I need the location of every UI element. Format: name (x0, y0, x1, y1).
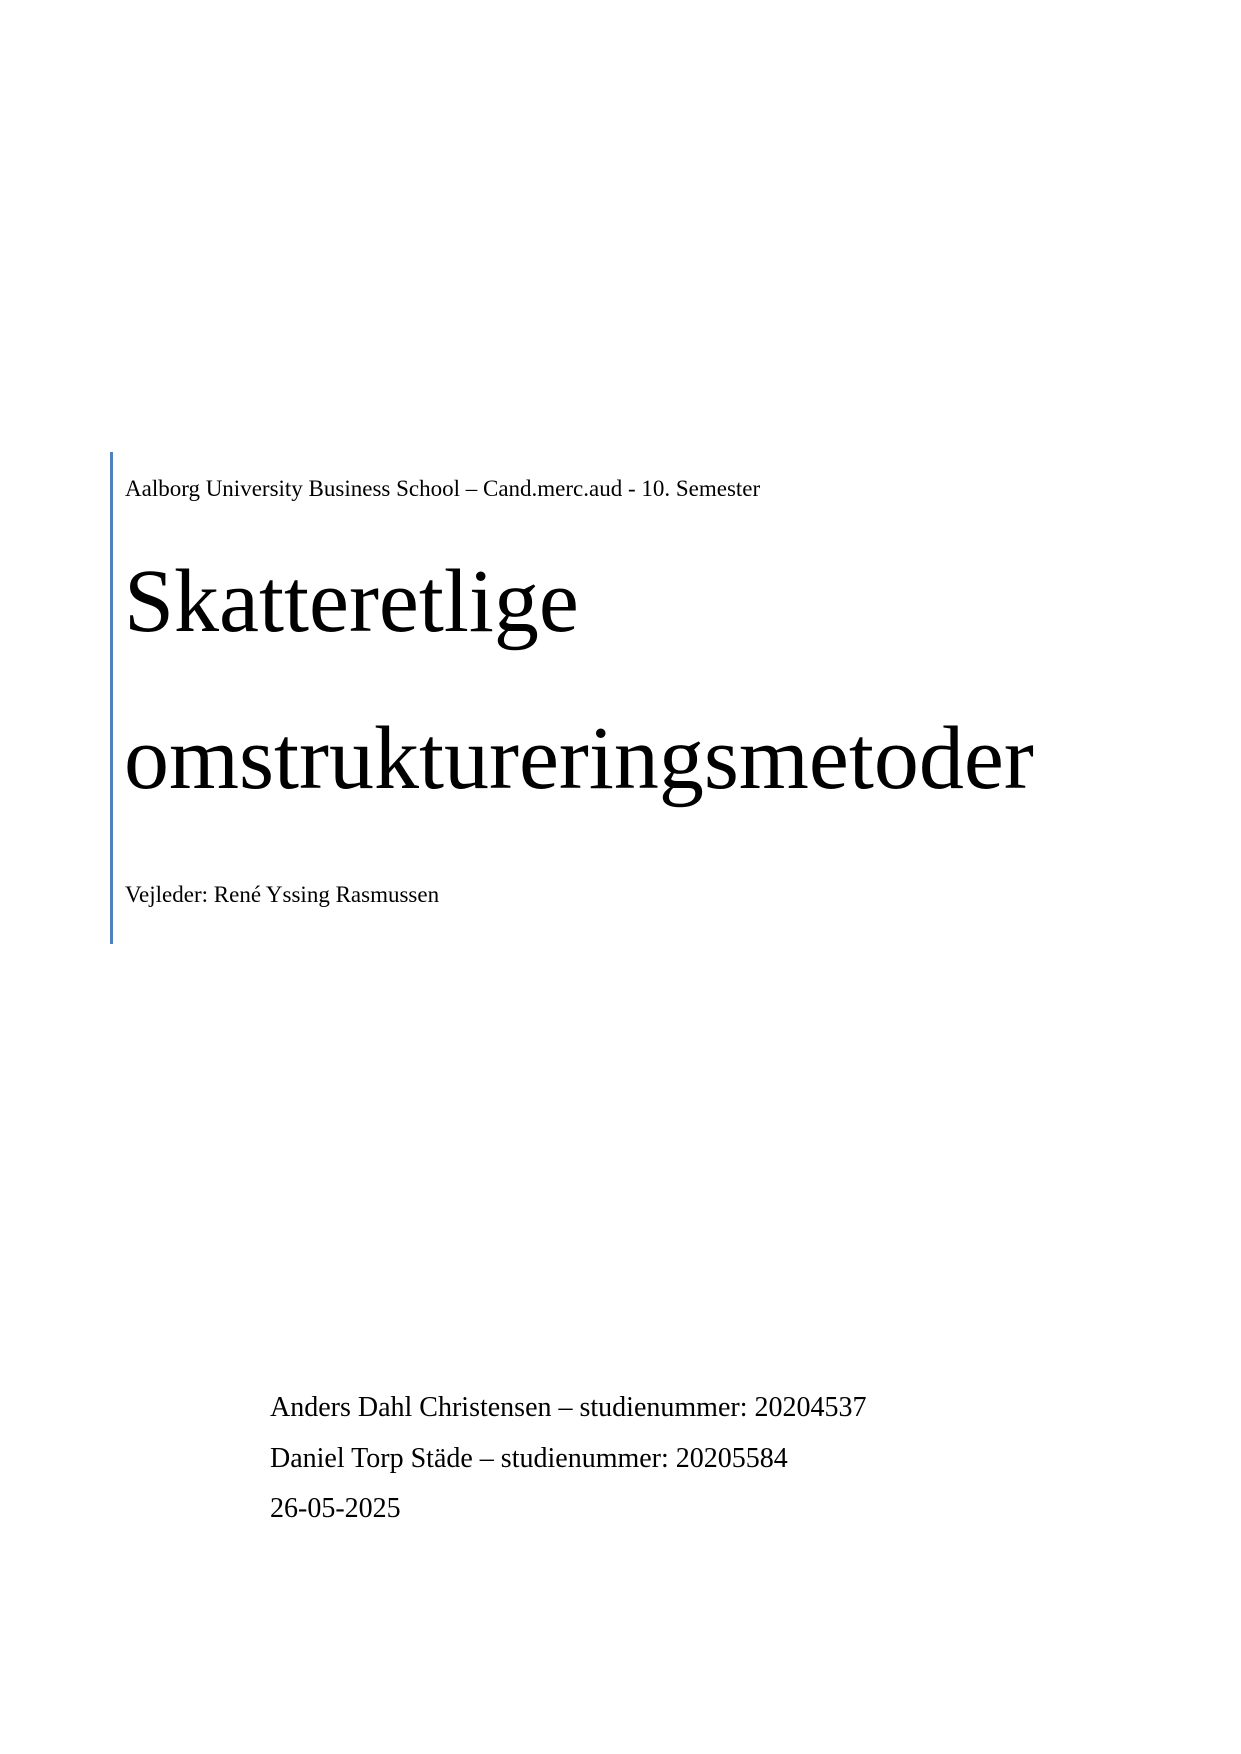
accent-rule (110, 452, 113, 944)
title-block (110, 452, 1110, 944)
document-title-line-1: Skatteretlige (124, 552, 579, 651)
supervisor-line: Vejleder: René Yssing Rasmussen (125, 882, 440, 907)
author-line: Daniel Torp Städe – studienummer: 20205584 (270, 1443, 788, 1474)
submission-date: 26-05-2025 (270, 1493, 401, 1524)
author-line: Anders Dahl Christensen – studienummer: 20204537 (270, 1392, 867, 1423)
institution-line: Aalborg University Business School – Cand.merc.aud - 10. Semester (125, 476, 761, 501)
document-title-line-2: omstruktureringsmetoder (124, 709, 1034, 808)
